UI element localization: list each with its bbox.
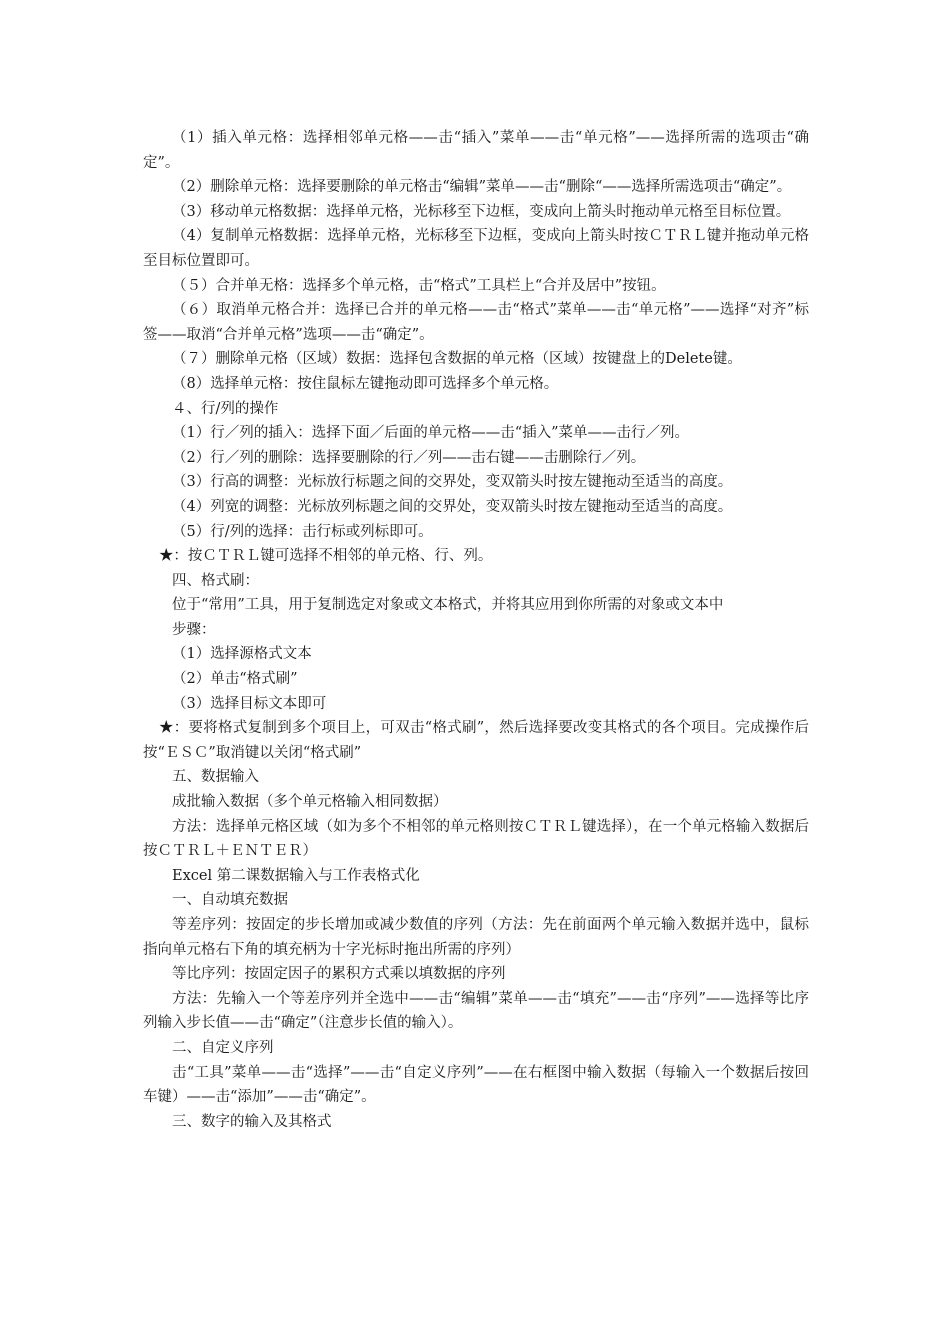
paragraph: 步骤：: [172, 621, 216, 638]
section-heading: 一、自动填充数据: [172, 892, 288, 909]
paragraph: 等比序列：按固定因子的累积方式乘以填数据的序列: [172, 966, 506, 983]
tip-note: ★：要将格式复制到多个项目上，可双击“格式刷”，然后选择要改变其格式的各个项目。完成操作后按“ＥＳＣ”取消键以关闭“格式刷”: [143, 720, 809, 761]
paragraph: （1）插入单元格：选择相邻单元格——击“插入”菜单——击“单元格”——选择所需的选项击“确定”。: [143, 130, 809, 171]
document-body: [143, 126, 809, 1134]
paragraph: （5）行/列的选择：击行标或列标即可。: [172, 523, 433, 540]
paragraph: （4）复制单元格数据：选择单元格，光标移至下边框，变成向上箭头时按ＣＴＲＬ键并拖动单元格至目标位置即可。: [143, 228, 809, 269]
paragraph: （2）单击“格式刷”: [172, 671, 298, 688]
paragraph: （1）选择源格式文本: [172, 646, 312, 663]
section-heading: 三、数字的输入及其格式: [172, 1113, 332, 1130]
paragraph: 位于“常用”工具，用于复制选定对象或文本格式，并将其应用到你所需的对象或文本中: [172, 597, 724, 614]
paragraph: （５）合并单无格：选择多个单元格，击“格式”工具栏上“合并及居中”按钮。: [172, 277, 666, 294]
paragraph: （2）删除单元格：选择要删除的单元格击“编辑”菜单——击“删除“——选择所需选项击“确定”。: [172, 179, 792, 196]
section-heading: 二、自定义序列: [172, 1039, 274, 1056]
paragraph: （4）列宽的调整：光标放列标题之间的交界处，变双箭头时按左键拖动至适当的高度。: [172, 498, 733, 515]
section-heading: 五、数据输入: [172, 769, 259, 786]
lesson-title: Excel 第二课数据输入与工作表格式化: [172, 867, 420, 884]
section-heading: ４、行/列的操作: [172, 400, 279, 417]
paragraph: 击“工具”菜单——击“选择”——击“自定义序列”——在右框图中输入数据（每输入一个数据后按回车键）——击“添加”——击“确定”。: [143, 1064, 809, 1106]
paragraph: （７）删除单元格（区域）数据：选择包含数据的单元格（区域）按键盘上的Delete键。: [172, 351, 742, 368]
paragraph: （1）行／列的插入：选择下面／后面的单元格——击“插入”菜单——击行／列。: [172, 425, 690, 442]
paragraph: （3）行高的调整：光标放行标题之间的交界处，变双箭头时按左键拖动至适当的高度。: [172, 474, 733, 491]
section-heading: 四、格式刷：: [172, 572, 259, 589]
paragraph: 成批输入数据（多个单元格输入相同数据）: [172, 794, 448, 811]
tip-note: ★：按ＣＴＲＬ键可选择不相邻的单元格、行、列。: [158, 548, 493, 565]
paragraph: （3）选择目标文本即可: [172, 695, 327, 712]
paragraph: （６）取消单元格合并：选择已合并的单元格——击“格式”菜单——击“单元格”——选择“对齐”标签——取消“合并单元格”选项——击“确定”。: [143, 302, 809, 343]
paragraph: （2）行／列的删除：选择要删除的行／列——击右键——击删除行／列。: [172, 449, 646, 466]
paragraph: 等差序列：按固定的步长增加或减少数值的序列（方法：先在前面两个单元输入数据并选中，鼠标指向单元格右下角的填充柄为十字光标时拖出所需的序列）: [143, 917, 809, 958]
paragraph: 方法：选择单元格区域（如为多个不相邻的单元格则按ＣＴＲＬ键选择），在一个单元格输入数据后按ＣＴＲＬ＋ＥＮＴＥＲ）: [143, 818, 809, 860]
paragraph: （3）移动单元格数据：选择单元格，光标移至下边框，变成向上箭头时拖动单元格至目标位置。: [172, 203, 791, 220]
paragraph: （8）选择单元格：按住鼠标左键拖动即可选择多个单元格。: [172, 375, 559, 392]
paragraph: 方法：先输入一个等差序列并全选中——击“编辑”菜单——击“填充”——击“序列”——选择等比序列输入步长值——击“确定”（注意步长值的输入）。: [143, 990, 809, 1032]
